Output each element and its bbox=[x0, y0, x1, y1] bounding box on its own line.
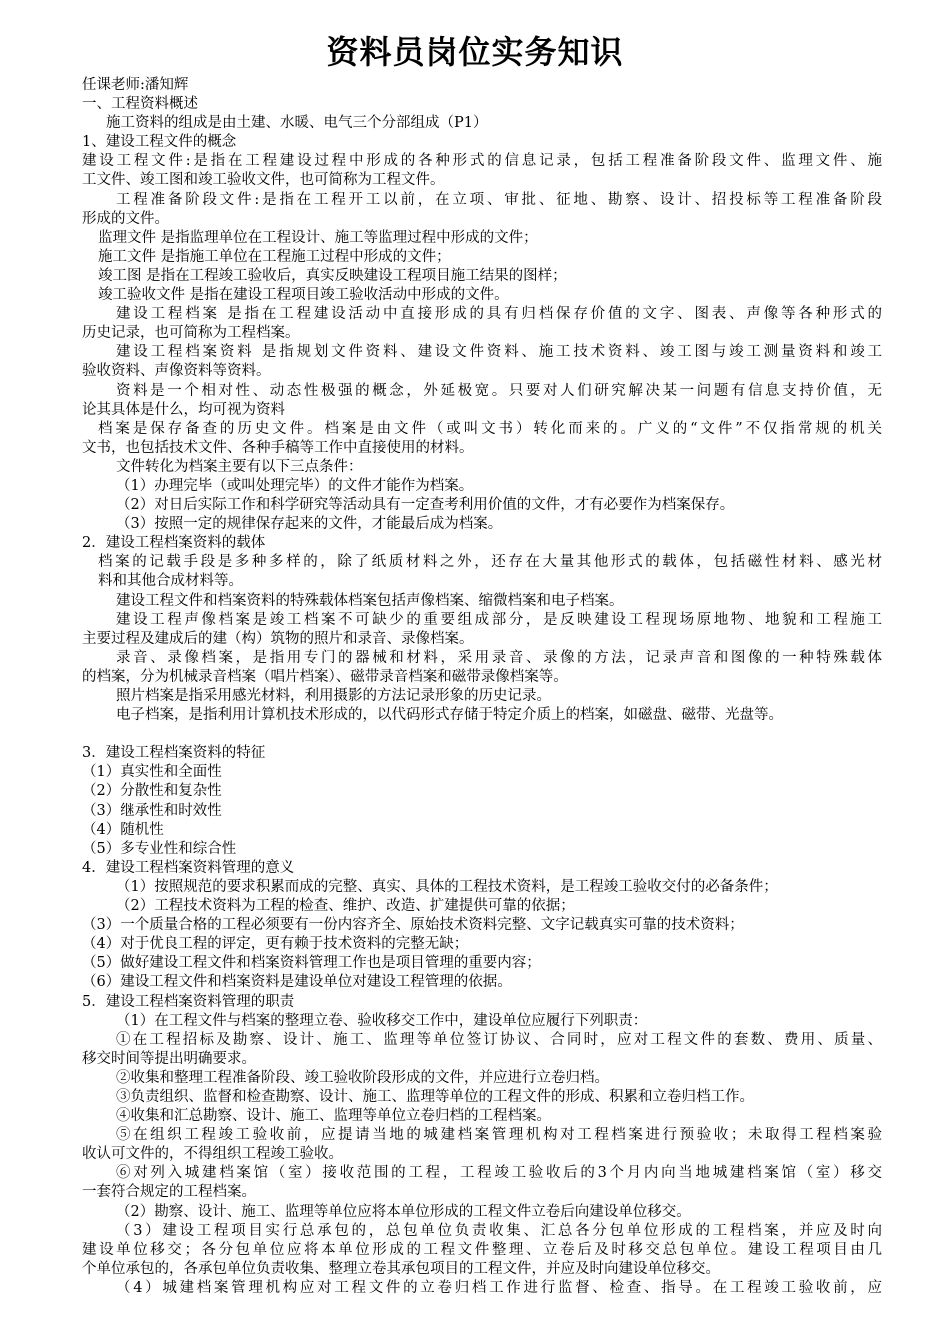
document-body bbox=[82, 76, 882, 1298]
text-line: 档案的记载手段是多种多样的，除了纸质材料之外，还存在大量其他形式的载体，包括磁性材料、感光材 bbox=[98, 554, 882, 571]
blank-line bbox=[82, 725, 882, 744]
text-line: （3）建设工程项目实行总承包的，总包单位负责收集、汇总各分包单位形成的工程档案，并应及时向 bbox=[116, 1222, 882, 1239]
text-line: 电子档案，是指利用计算机技术形成的，以代码形式存储于特定介质上的档案，如磁盘、磁带、光盘等。 bbox=[116, 707, 783, 724]
text-line: 施工资料的组成是由土建、水暖、电气三个分部组成（P1） bbox=[106, 115, 488, 132]
text-line: ⑤在组织工程竣工验收前，应提请当地的城建档案管理机构对工程档案进行预验收；未取得工程档案验 bbox=[116, 1127, 882, 1144]
text-line: 工文件、竣工图和竣工验收文件，也可简称为工程文件。 bbox=[82, 172, 445, 189]
text-line: 建设单位移交；各分包单位应将本单位形成的工程文件整理、立卷后及时移交总包单位。建设工程项目由几 bbox=[82, 1241, 882, 1258]
text-line: 5．建设工程档案资料管理的职责 bbox=[82, 993, 295, 1010]
text-line: 个单位承包的，各承包单位负责收集、整理立卷其承包项目的工程文件，并应及时向建设单位移交。 bbox=[82, 1260, 720, 1277]
text-line: 形成的文件。 bbox=[82, 210, 169, 227]
text-line: 资料是一个相对性、动态性极强的概念，外延极宽。只要对人们研究解决某一问题有信息支持价值，无 bbox=[116, 382, 882, 399]
text-line: 任课老师:潘知辉 bbox=[82, 77, 189, 93]
text-line: ①在工程招标及勘察、设计、施工、监理等单位签订协议、合同时，应对工程文件的套数、费用、质量、 bbox=[116, 1031, 882, 1048]
text-line: （3）继承性和时效性 bbox=[82, 802, 222, 819]
text-line: （2）分散性和复杂性 bbox=[82, 783, 222, 800]
page-title: 资料员岗位实务知识 bbox=[326, 33, 624, 71]
text-line: 照片档案是指采用感光材料，利用摄影的方法记录形象的历史记录。 bbox=[116, 688, 551, 704]
text-line: 4．建设工程档案资料管理的意义 bbox=[82, 859, 295, 876]
text-line: 2．建设工程档案资料的载体 bbox=[82, 535, 266, 552]
text-line: （4）城建档案管理机构应对工程文件的立卷归档工作进行监督、检查、指导。在工程竣工验收前，应 bbox=[116, 1279, 882, 1296]
text-line: （1）真实性和全面性 bbox=[82, 764, 222, 781]
text-line: 文件转化为档案主要有以下三点条件： bbox=[116, 458, 363, 475]
text-line: （2）对日后实际工作和科学研究等活动具有一定查考利用价值的文件，才有必要作为档案保存。 bbox=[116, 497, 735, 514]
text-line: 历史记录，也可简称为工程档案。 bbox=[82, 325, 300, 342]
text-line: （2）勘察、设计、施工、监理等单位应将本单位形成的工程文件立卷后向建设单位移交。 bbox=[116, 1203, 691, 1220]
text-line: 主要过程及建成后的建（构）筑物的照片和录音、录像档案。 bbox=[82, 630, 474, 647]
text-line: 一套符合规定的工程档案。 bbox=[82, 1184, 256, 1201]
text-line: 验收资料、声像资料等资料。 bbox=[82, 363, 271, 380]
text-line: （4）随机性 bbox=[82, 821, 164, 838]
text-line: 竣工验收文件 是指在建设工程项目竣工验收活动中形成的文件。 bbox=[98, 287, 509, 304]
text-line: 移交时间等提出明确要求。 bbox=[82, 1050, 256, 1067]
text-line: 建设工程文件和档案资料的特殊载体档案包括声像档案、缩微档案和电子档案。 bbox=[116, 592, 624, 609]
text-line: （4）对于优良工程的评定，更有赖于技术资料的完整无缺； bbox=[82, 936, 469, 953]
text-line: 竣工图 是指在工程竣工验收后，真实反映建设工程项目施工结果的图样； bbox=[98, 267, 567, 284]
text-line: （5）多专业性和综合性 bbox=[82, 840, 237, 857]
text-line: 收认可文件的，不得组织工程竣工验收。 bbox=[82, 1146, 343, 1163]
text-line: 建设工程文件:是指在工程建设过程中形成的各种形式的信息记录，包括工程准备阶段文件、监理文件、施 bbox=[82, 153, 882, 170]
text-line: （2）工程技术资料为工程的检查、维护、改造、扩建提供可靠的依据； bbox=[116, 898, 575, 915]
text-line: 文书，也包括技术文件、各种手稿等工作中直接使用的材料。 bbox=[82, 439, 474, 456]
text-line: （3）一个质量合格的工程必须要有一份内容齐全、原始技术资料完整、文字记载真实可靠的技术资料； bbox=[82, 917, 744, 934]
text-line: 1、建设工程文件的概念 bbox=[82, 134, 237, 151]
text-line: 档案是保存备查的历史文件。档案是由文件（或叫文书）转化而来的。广义的“文件”不仅指常规的机关 bbox=[98, 420, 882, 437]
text-line: （3）按照一定的规律保存起来的文件，才能最后成为档案。 bbox=[116, 516, 503, 533]
text-line: 工程准备阶段文件:是指在工程开工以前，在立项、审批、征地、勘察、设计、招投标等工程准备阶段 bbox=[116, 191, 882, 208]
text-line: （1）按照规范的要求积累而成的完整、真实、具体的工程技术资料，是工程竣工验收交付的必备条件； bbox=[116, 878, 778, 895]
text-line: （5）做好建设工程文件和档案资料管理工作也是项目管理的重要内容； bbox=[82, 955, 541, 972]
text-line: 的档案，分为机械录音档案（唱片档案）、磁带录音档案和磁带录像档案等。 bbox=[82, 668, 568, 685]
text-line: 建设工程档案资料 是指规划文件资料、建设文件资料、施工技术资料、竣工图与竣工测量资料和竣工 bbox=[116, 344, 882, 361]
text-line: 录音、录像档案，是指用专门的器械和材料，采用录音、录像的方法，记录声音和图像的一种特殊载体 bbox=[116, 649, 882, 666]
text-line: 建设工程档案 是指在工程建设活动中直接形成的具有归档保存价值的文字、图表、声像等各种形式的 bbox=[116, 306, 882, 323]
text-line: （6）建设工程文件和档案资料是建设单位对建设工程管理的依据。 bbox=[82, 974, 512, 991]
text-line: ④收集和汇总勘察、设计、施工、监理等单位立卷归档的工程档案。 bbox=[116, 1108, 551, 1125]
text-line: 施工文件 是指施工单位在工程施工过程中形成的文件； bbox=[98, 248, 451, 265]
text-line: 3．建设工程档案资料的特征 bbox=[82, 745, 266, 762]
text-line: 一、工程资料概述 bbox=[82, 96, 198, 113]
text-line: ②收集和整理工程准备阶段、竣工验收阶段形成的文件，并应进行立卷归档。 bbox=[116, 1069, 609, 1086]
text-line: 料和其他合成材料等。 bbox=[98, 573, 243, 590]
text-line: （1）在工程文件与档案的整理立卷、验收移交工作中，建设单位应履行下列职责： bbox=[116, 1012, 648, 1029]
text-line: ⑥对列入城建档案馆（室）接收范围的工程，工程竣工验收后的3个月内向当地城建档案馆（室）移交 bbox=[116, 1165, 882, 1182]
text-line: ③负责组织、监督和检查勘察、设计、施工、监理等单位的工程文件的形成、积累和立卷归档工作。 bbox=[116, 1088, 754, 1105]
text-line: 监理文件 是指监理单位在工程设计、施工等监理过程中形成的文件； bbox=[98, 229, 538, 246]
text-line: （1）办理完毕（或叫处理完毕）的文件才能作为档案。 bbox=[116, 477, 474, 494]
text-line: 论其具体是什么，均可视为资料 bbox=[82, 401, 285, 418]
text-line: 建设工程声像档案是竣工档案不可缺少的重要组成部分，是反映建设工程现场原地物、地貌和工程施工 bbox=[116, 611, 882, 628]
